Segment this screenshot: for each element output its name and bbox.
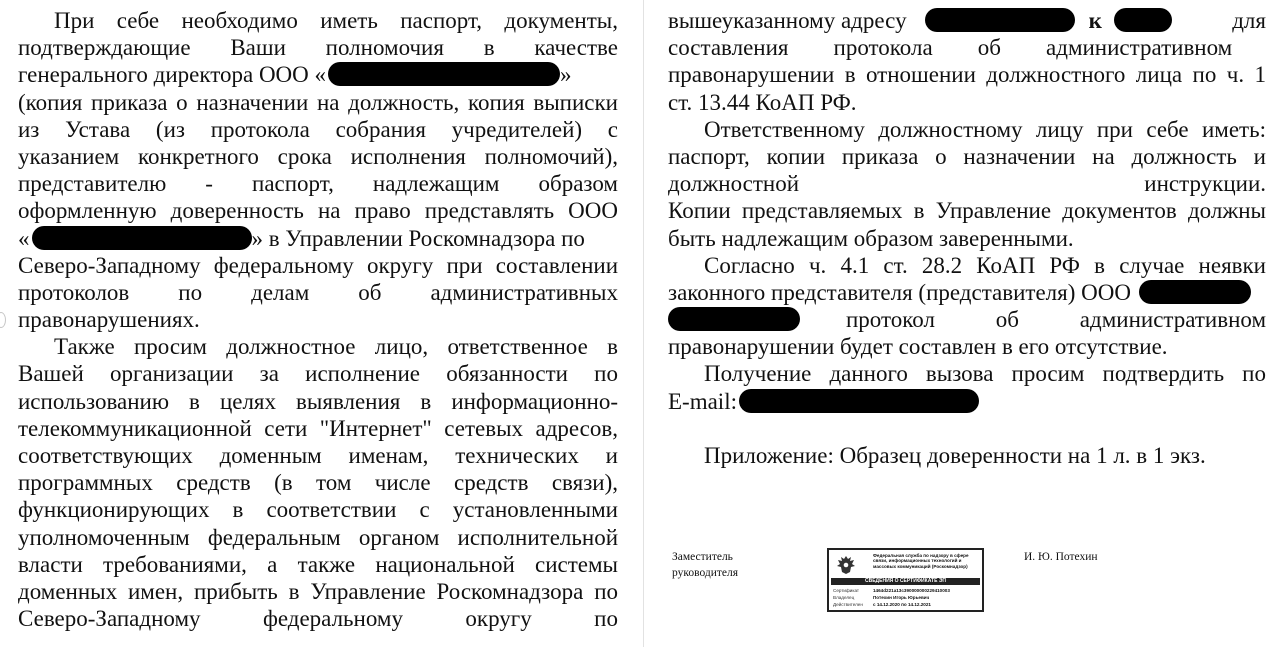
left-line: соответствующих доменным именам, технических и (18, 443, 618, 468)
left-line-text: » (560, 62, 572, 88)
redacted-date (1114, 8, 1172, 32)
certificate-row-label: Владелец (833, 595, 855, 600)
right-line-text: для (1232, 8, 1266, 33)
left-line: Северо-Западному федеральному округу при составлении (18, 252, 618, 278)
certificate-org: Федеральная служба по надзору в сфере связи, информационных технологий и массовых коммуникаций (Роскомнадзор) (873, 553, 969, 569)
left-line: Вашей организации за исполнение обязанности по (18, 361, 618, 387)
left-line: (копия приказа о назначении на должность, копия выписки (18, 89, 618, 115)
redacted-company-name (1139, 280, 1251, 304)
left-line-text: » в Управлении Роскомнадзора по (251, 225, 585, 251)
left-line: программных средств (в том числе средств связи), (18, 470, 618, 496)
attachment-line: Приложение: Образец доверенности на 1 л. в 1 экз. (704, 443, 1206, 468)
right-line: паспорт, копии приказа о назначении на должность и (668, 143, 1266, 169)
left-line: из Устава (из протокола собрания учредителей) с (18, 116, 618, 142)
blank-line (668, 415, 1266, 442)
right-line (668, 279, 1266, 306)
page-edge-mark (0, 312, 6, 328)
right-line (668, 7, 1266, 34)
signer-name: И. Ю. Потехин (1024, 551, 1098, 563)
left-line: подтверждающие Ваши полномочия в качестве (18, 35, 618, 61)
signer-position-line: руководителя (672, 567, 739, 579)
electronic-signature-stamp (827, 548, 984, 612)
certificate-row-label: Сертификат (833, 588, 860, 593)
right-line: быть надлежащим образом заверенными. (668, 225, 1074, 251)
left-line: правонарушениях. (18, 307, 200, 333)
signer-position (672, 549, 738, 581)
right-line (668, 388, 1266, 415)
right-line: ст. 13.44 КоАП РФ. (668, 89, 857, 115)
right-line-text: вышеуказанному адресу (668, 8, 907, 33)
left-line: Также просим должностное лицо, ответственное в (54, 334, 618, 360)
left-line-text: генерального директора ООО « (18, 62, 327, 88)
right-line-text: законного представителя (представителя) ООО (668, 279, 1131, 305)
certificate-row (833, 588, 982, 593)
redacted-company-name (668, 307, 800, 331)
certificate-row-value: Потехин Игорь Юрьевич (873, 595, 930, 600)
left-line: доменных имен, прибыть в Управление Роскомнадзора по (18, 578, 618, 604)
right-line: должностной инструкции. (668, 171, 1266, 197)
left-line: использованию в целях выявления в информационно- (18, 388, 618, 414)
left-line: функционирующих в соответствии с установленными (18, 497, 618, 523)
left-line (18, 61, 618, 88)
right-line (668, 306, 1266, 333)
right-line: Копии представляемых в Управление документов должны (668, 198, 1266, 224)
redacted-company-name (328, 62, 560, 86)
coat-of-arms-icon (833, 554, 859, 576)
certificate-row (833, 602, 982, 607)
certificate-row-label: Действителен (833, 602, 863, 607)
left-line: власти требованиями, а также национальной системы (18, 551, 618, 577)
right-line: составления протокола об административном (668, 35, 1233, 61)
right-line: правонарушении в отношении должностного лица по ч. 1 (668, 62, 1266, 88)
right-line: правонарушении будет составлен в его отсутствие. (668, 334, 1168, 360)
certificate-row-value: 1464d221a13c390000000229410003 (873, 588, 950, 593)
certificate-header: СВЕДЕНИЯ О СЕРТИФИКАТЕ ЭП (831, 578, 980, 585)
certificate-row (833, 595, 982, 600)
left-line: телекоммуникационной сети "Интернет" сетевых адресов, (18, 415, 618, 441)
right-line-text: E-mail: (668, 388, 737, 414)
left-line (18, 225, 618, 252)
left-line-text: « (18, 225, 30, 251)
left-line: уполномоченным федеральным органом исполнительной (18, 524, 618, 550)
left-column (18, 7, 618, 632)
left-line: оформленную доверенность на право представлять ООО (18, 198, 618, 224)
right-line: Ответственному должностному лицу при себе иметь: (704, 116, 1266, 142)
right-line: Получение данного вызова просим подтвердить по (704, 361, 1266, 387)
left-line: протоколов по делам об административных (18, 279, 618, 305)
right-line-text: к (1088, 8, 1102, 33)
redacted-company-name (32, 226, 252, 250)
redacted-email (739, 389, 979, 413)
certificate-row-value: с 14.12.2020 по 14.12.2021 (873, 602, 931, 607)
left-line: При себе необходимо иметь паспорт, документы, (54, 8, 618, 33)
right-line: Согласно ч. 4.1 ст. 28.2 КоАП РФ в случае неявки (704, 252, 1266, 278)
signer-position-line: Заместитель (672, 551, 733, 563)
left-line: указанием конкретного срока исполнения полномочий), (18, 143, 618, 169)
right-column (668, 7, 1266, 469)
left-line: представителю - паспорт, надлежащим образом (18, 171, 618, 197)
column-divider (643, 0, 644, 647)
left-line: Северо-Западному федеральному округу по (18, 606, 618, 632)
right-line-text: протокол об административном (846, 307, 1266, 333)
redacted-address (925, 8, 1075, 32)
